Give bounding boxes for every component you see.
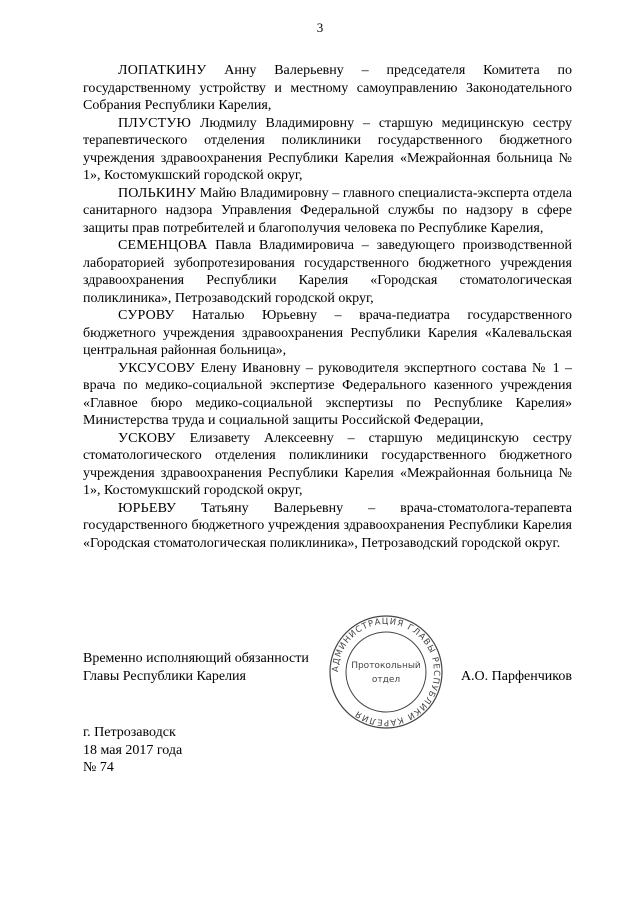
person-surname: ПОЛЬКИНУ xyxy=(118,185,197,201)
person-surname: ПЛУСТУЮ xyxy=(118,115,192,131)
person-details: Майю Владимировну – главного специалиста-эксперта отдела санитарного надзора Управления Федеральной службы по надзору в сфере защиты прав потребителей и благополучия человека по Республике Карелия, xyxy=(83,185,572,236)
award-paragraph xyxy=(83,115,572,185)
signatory-title-line1: Временно исполняющий обязанности xyxy=(83,651,309,666)
person-details: Анну Валерьевну – председателя Комитета по государственному устройству и местному самоуправлению Законодательного Собрания Республики Карелия, xyxy=(83,63,572,113)
award-paragraph xyxy=(83,500,572,553)
person-surname: УСКОВУ xyxy=(118,430,176,446)
person-surname: ЮРЬЕВУ xyxy=(118,500,177,516)
award-paragraph xyxy=(83,430,572,500)
person-details: Елену Ивановну – руководителя экспертного состава № 1 – врача по медико-социальной экспертизе Федерального казенного учреждения «Главное бюро медико-социальной экспертизы по Республике Карелия» Министерства труда и социальной защиты Российской Федерации, xyxy=(83,360,572,428)
issue-city: г. Петрозаводск xyxy=(83,725,176,740)
person-details: Людмилу Владимировну – старшую медицинскую сестру терапевтического отделения поликлиники государственного бюджетного учреждения здравоохранения Республики Карелия «Межрайонная больница № 1», Костомукшский городской округ, xyxy=(83,115,573,183)
award-paragraph xyxy=(83,62,572,115)
person-surname: ЛОПАТКИНУ xyxy=(118,63,207,78)
signatory-name: А.О. Парфенчиков xyxy=(460,669,572,684)
signatory-title-line2: Главы Республики Карелия xyxy=(83,669,246,684)
seal-inner-text-line1: Протокольный xyxy=(351,661,421,671)
document-footer xyxy=(83,724,182,777)
person-surname: СУРОВУ xyxy=(118,308,175,323)
person-details: Татьяну Валерьевну – врача-стоматолога-терапевта государственного бюджетного учреждения здравоохранения Республики Карелия «Городская стоматологическая поликлиника», Петрозаводский городской округ. xyxy=(83,500,572,551)
seal-outer-text: АДМИНИСТРАЦИЯ ГЛАВЫ РЕСПУБЛИКИ КАРЕЛИЯ xyxy=(330,616,442,728)
seal-stamp xyxy=(326,612,446,732)
person-surname: СЕМЕНЦОВА xyxy=(118,238,208,253)
page-number: 3 xyxy=(316,20,324,35)
award-paragraph xyxy=(83,237,572,307)
seal-inner-ring xyxy=(346,632,426,712)
person-details: Елизавету Алексеевну – старшую медицинскую сестру стоматологического отделения поликлиники государственного бюджетного учреждения здравоохранения Республики Карелия «Межрайонная больница № 1», Костомукшский городской округ, xyxy=(83,430,572,498)
award-paragraph xyxy=(83,185,572,238)
person-details: Павла Владимировича – заведующего производственной лабораторией зубопротезирования государственного бюджетного учреждения здравоохранения Республики Карелия «Городская стоматологическая поликлиника», Петрозаводский городской округ, xyxy=(83,238,572,306)
document-number: № 74 xyxy=(83,760,114,775)
award-paragraph xyxy=(83,307,572,360)
seal-inner-text-line2: отдел xyxy=(371,675,401,685)
document-body xyxy=(83,62,572,552)
person-surname: УКСУСОВУ xyxy=(118,360,196,376)
seal-outer-ring xyxy=(330,616,442,728)
issue-date: 18 мая 2017 года xyxy=(83,742,183,758)
person-details: Наталью Юрьевну – врача-педиатра государственного бюджетного учреждения здравоохранения Республики Карелия «Калевальская центральная районная больница», xyxy=(83,308,573,358)
award-paragraph xyxy=(83,360,572,430)
